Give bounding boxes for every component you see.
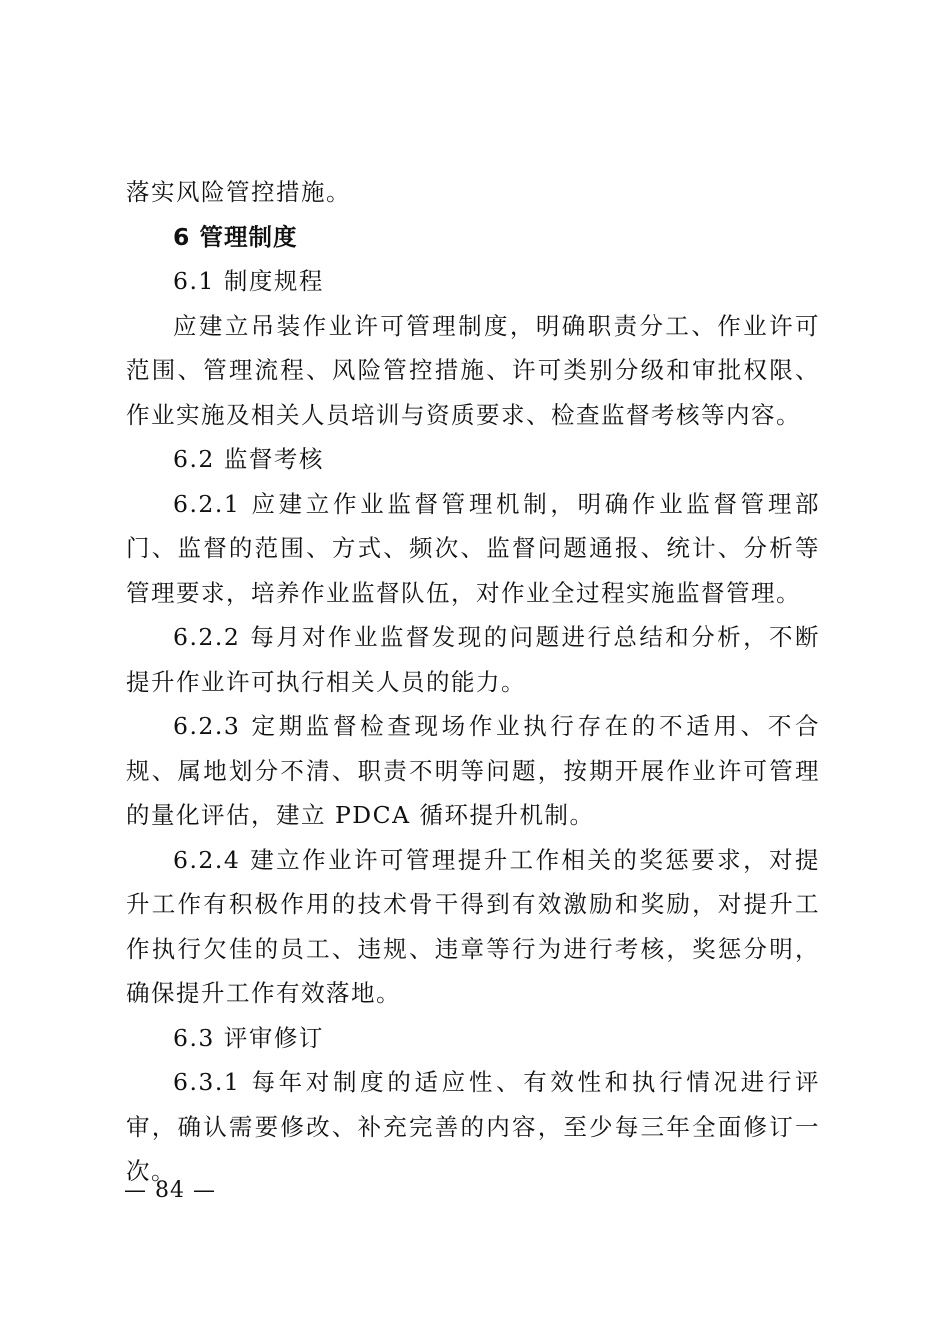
paragraph-6-2-4: 6.2.4 建立作业许可管理提升工作相关的奖惩要求，对提升工作有积极作用的技术骨干得到有效激励和奖励，对提升工作执行欠佳的员工、违规、违章等行为进行考核，奖惩分明，确保提升工作有效落地。 (126, 845, 820, 1007)
document-body (126, 170, 820, 1194)
paragraph-6-2-3: 6.2.3 定期监督检查现场作业执行存在的不适用、不合规、属地划分不清、职责不明等问题，按期开展作业许可管理的量化评估，建立 PDCA 循环提升机制。 (126, 712, 820, 829)
paragraph-6-2-1: 6.2.1 应建立作业监督管理机制，明确作业监督管理部门、监督的范围、方式、频次、监督问题通报、统计、分析等管理要求，培养作业监督队伍，对作业全过程实施监督管理。 (126, 489, 820, 607)
subsection-heading-6-1: 6.1 制度规程 (173, 267, 324, 295)
subsection-heading-6-2: 6.2 监督考核 (173, 445, 324, 473)
subsection-heading-6-3: 6.3 评审修订 (173, 1023, 324, 1052)
paragraph-6-1-body: 应建立吊装作业许可管理制度，明确职责分工、作业许可范围、管理流程、风险管控措施、许可类别分级和审批权限、作业实施及相关人员培训与资质要求、检查监督考核等内容。 (126, 311, 820, 429)
paragraph-continuation: 落实风险管控措施。 (126, 178, 351, 206)
paragraph-6-3-1: 6.3.1 每年对制度的适应性、有效性和执行情况进行评审，确认需要修改、补充完善的内容，至少每三年全面修订一次。 (126, 1068, 820, 1185)
paragraph-6-2-2: 6.2.2 每月对作业监督发现的问题进行总结和分析，不断提升作业许可执行相关人员的能力。 (126, 623, 820, 696)
section-heading-6: 6 管理制度 (173, 222, 298, 251)
page-number: — 84 — (124, 1178, 216, 1203)
